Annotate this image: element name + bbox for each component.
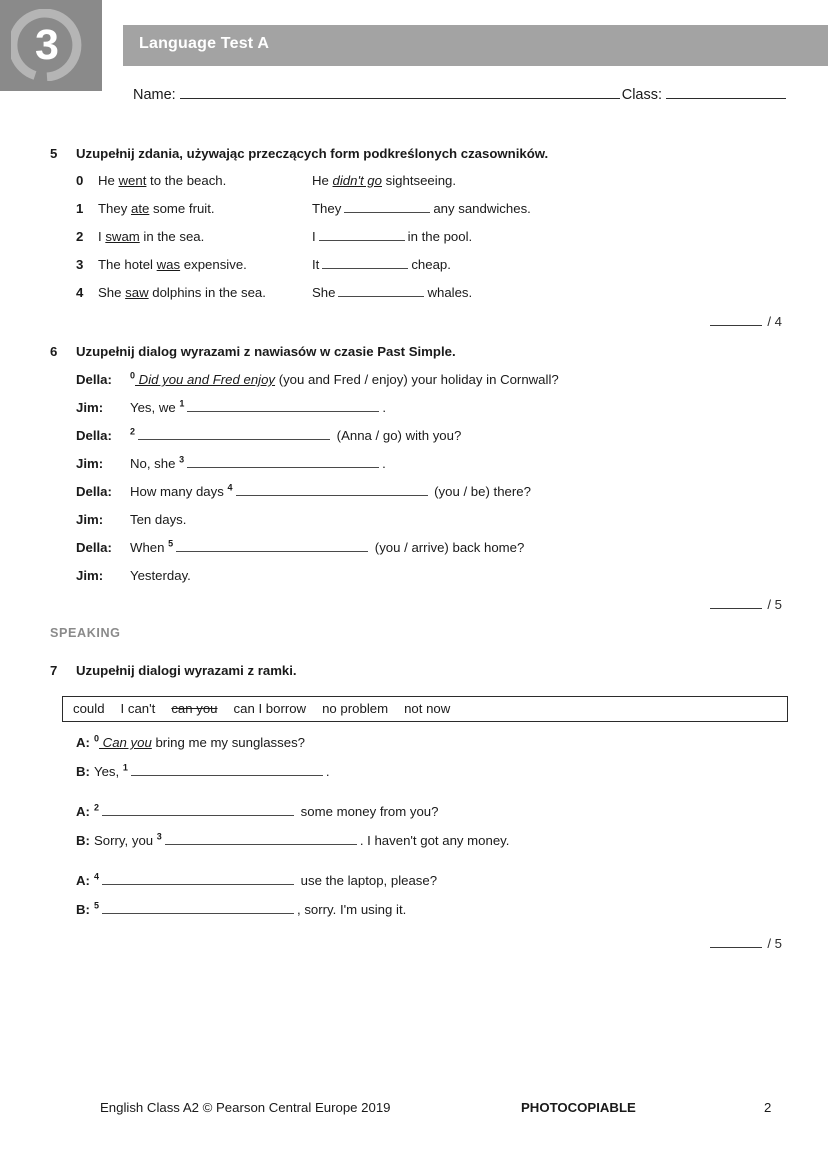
gap-number: 5 <box>94 900 100 911</box>
exercise-7-score <box>710 936 782 951</box>
exercise-5-row <box>0 201 828 229</box>
gap-number: 0 <box>94 733 100 744</box>
prompt-sentence: He went to the beach. <box>98 173 227 188</box>
speaker-label: A: <box>76 735 90 750</box>
speaker-label: B: <box>76 833 90 848</box>
speaker-label: A: <box>76 804 90 819</box>
dialogue-text: Sorry, you $^3$ . I haven't got any money. <box>94 831 510 848</box>
score-max: / 5 <box>767 936 782 951</box>
exercise-5-instruction: Uzupełnij zdania, używając przeczących form podkreślonych czasowników. <box>76 146 549 161</box>
speaker-label: Della: <box>76 372 112 387</box>
item-number: 1 <box>76 201 84 216</box>
dialogue-row <box>0 568 828 596</box>
item-number: 3 <box>76 257 84 272</box>
exercise-5-rows <box>0 173 828 313</box>
exercise-6-rows <box>0 372 828 596</box>
word-bank-item[interactable]: no problem <box>322 701 389 716</box>
dialogue-row <box>0 484 828 512</box>
exercise-7-instruction: Uzupełnij dialogi wyrazami z ramki. <box>76 663 297 678</box>
speaker-label: Della: <box>76 540 112 555</box>
item-number: 0 <box>76 173 84 188</box>
answer-blank[interactable] <box>322 257 408 269</box>
speaker-label: Della: <box>76 484 112 499</box>
prompt-sentence: She saw dolphins in the sea. <box>98 285 266 300</box>
answer-sentence: He didn't go sightseeing. <box>312 173 457 188</box>
gap-number: 2 <box>94 802 100 813</box>
gap-number: 1 <box>179 398 185 409</box>
exercise-6-heading <box>0 344 828 359</box>
gap-number: 4 <box>94 871 100 882</box>
score-rule[interactable] <box>710 314 762 326</box>
dialogue-text: $^2$ some money from you? <box>94 802 439 819</box>
page-header <box>0 0 828 110</box>
unit-badge <box>0 0 102 91</box>
prompt-sentence: The hotel was expensive. <box>98 257 247 272</box>
speaker-label: A: <box>76 873 90 888</box>
dialogue-row <box>0 902 828 931</box>
exercise-7-rows <box>0 735 828 931</box>
footer-copyright: English Class A2 © Pearson Central Europe 2019 <box>100 1100 391 1115</box>
underlined-verb: ate <box>130 201 150 216</box>
answer-blank[interactable] <box>165 833 357 845</box>
gap-number: 4 <box>227 482 233 493</box>
word-bank-item[interactable]: could <box>73 701 105 716</box>
speaker-label: B: <box>76 764 90 779</box>
example-answer: didn't go <box>332 173 382 188</box>
answer-blank[interactable] <box>176 540 368 552</box>
dialogue-text: $^0$ Can you bring me my sunglasses? <box>94 733 306 750</box>
exercise-6 <box>0 344 828 612</box>
score-rule[interactable] <box>710 936 762 948</box>
word-bank-item[interactable]: I can't <box>120 701 156 716</box>
exercise-6-number: 6 <box>50 344 58 359</box>
dialogue-gap <box>0 862 828 873</box>
speaker-label: Della: <box>76 428 112 443</box>
gap-number: 1 <box>122 762 128 773</box>
dialogue-text: No, she $^3$ . <box>130 454 386 471</box>
exercise-5-heading <box>0 146 828 161</box>
exercise-6-score <box>710 597 782 612</box>
speaking-section-heading: SPEAKING <box>50 626 121 640</box>
gap-number: 3 <box>179 454 185 465</box>
gap-number: 0 <box>130 370 136 381</box>
class-input-rule[interactable] <box>666 85 786 99</box>
score-max: / 4 <box>767 314 782 329</box>
dialogue-row <box>0 833 828 862</box>
example-answer: Can you <box>99 735 152 750</box>
exercise-7-dialogues <box>0 733 828 951</box>
dialogue-row <box>0 804 828 833</box>
dialogue-text: Yes, $^1$ . <box>94 762 330 779</box>
answer-blank[interactable] <box>102 873 294 885</box>
dialogue-row <box>0 764 828 793</box>
underlined-verb: was <box>156 257 181 272</box>
answer-blank[interactable] <box>138 428 330 440</box>
dialogue-text: Yes, we $^1$ . <box>130 398 387 415</box>
dialogue-text: How many days $^4$ (you / be) there? <box>130 482 531 499</box>
speaker-label: Jim: <box>76 456 104 471</box>
name-class-line <box>133 85 813 103</box>
example-answer: Did you and Fred enjoy <box>135 372 276 387</box>
word-bank-item-used[interactable]: can you <box>171 701 218 716</box>
exercise-6-instruction: Uzupełnij dialog wyrazami z nawiasów w czasie Past Simple. <box>76 344 456 359</box>
word-bank-box <box>62 696 788 722</box>
item-number: 4 <box>76 285 84 300</box>
answer-sentence: She whales. <box>312 285 473 300</box>
dialogue-row <box>0 873 828 902</box>
exercise-5-row <box>0 257 828 285</box>
name-input-rule[interactable] <box>180 85 620 99</box>
gap-number: 3 <box>156 831 162 842</box>
answer-sentence: It cheap. <box>312 257 451 272</box>
answer-blank[interactable] <box>102 804 294 816</box>
exercise-5-row <box>0 285 828 313</box>
dialogue-text: Yesterday. <box>130 568 191 583</box>
speaker-label: B: <box>76 902 90 917</box>
dialogue-text: $^4$ use the laptop, please? <box>94 871 438 888</box>
score-rule[interactable] <box>710 597 762 609</box>
word-bank-items <box>73 701 466 716</box>
answer-blank[interactable] <box>131 764 323 776</box>
item-number: 2 <box>76 229 84 244</box>
dialogue-row <box>0 512 828 540</box>
dialogue-gap <box>0 793 828 804</box>
answer-blank[interactable] <box>187 400 379 412</box>
word-bank-item[interactable]: can I borrow <box>233 701 307 716</box>
answer-blank[interactable] <box>338 285 424 297</box>
exercise-7-number: 7 <box>50 663 58 678</box>
footer-page-number: 2 <box>764 1100 772 1115</box>
underlined-verb: went <box>118 173 147 188</box>
exercise-7-heading <box>0 663 828 678</box>
speaker-label: Jim: <box>76 512 104 527</box>
prompt-sentence: They ate some fruit. <box>98 201 215 216</box>
dialogue-text: $^2$ (Anna / go) with you? <box>130 426 462 443</box>
dialogue-row <box>0 456 828 484</box>
dialogue-text: $^0$ Did you and Fred enjoy (you and Fred / enjoy) your holiday in Cornwall? <box>130 370 559 387</box>
exercise-5-score <box>710 314 782 329</box>
name-label: Name: <box>133 87 176 103</box>
speaker-label: Jim: <box>76 400 104 415</box>
underlined-verb: swam <box>105 229 140 244</box>
exercise-7 <box>0 663 828 678</box>
exercise-5-row <box>0 173 828 201</box>
answer-blank[interactable] <box>319 229 405 241</box>
class-label: Class: <box>621 87 663 103</box>
answer-blank[interactable] <box>236 484 428 496</box>
exercise-5 <box>0 146 828 329</box>
word-bank-item[interactable]: not now <box>404 701 451 716</box>
page-footer <box>0 1100 828 1122</box>
speaker-label: Jim: <box>76 568 104 583</box>
exercise-5-number: 5 <box>50 146 58 161</box>
underlined-verb: saw <box>125 285 149 300</box>
dialogue-row <box>0 372 828 400</box>
dialogue-text: $^5$ , sorry. I'm using it. <box>94 900 407 917</box>
dialogue-row <box>0 735 828 764</box>
dialogue-row <box>0 428 828 456</box>
answer-sentence: I in the pool. <box>312 229 473 244</box>
dialogue-row <box>0 400 828 428</box>
gap-number: 5 <box>168 538 174 549</box>
footer-photocopiable: PHOTOCOPIABLE <box>521 1100 636 1115</box>
page-title: Language Test A <box>139 35 270 52</box>
unit-number: 3 <box>35 21 59 69</box>
dialogue-text: When $^5$ (you / arrive) back home? <box>130 538 525 555</box>
answer-blank[interactable] <box>102 902 294 914</box>
gap-number: 2 <box>130 426 136 437</box>
exercise-5-row <box>0 229 828 257</box>
answer-sentence: They any sandwiches. <box>312 201 531 216</box>
score-max: / 5 <box>767 597 782 612</box>
answer-blank[interactable] <box>344 201 430 213</box>
title-bar <box>123 25 828 66</box>
dialogue-text: Ten days. <box>130 512 187 527</box>
prompt-sentence: I swam in the sea. <box>98 229 205 244</box>
answer-blank[interactable] <box>187 456 379 468</box>
dialogue-row <box>0 540 828 568</box>
